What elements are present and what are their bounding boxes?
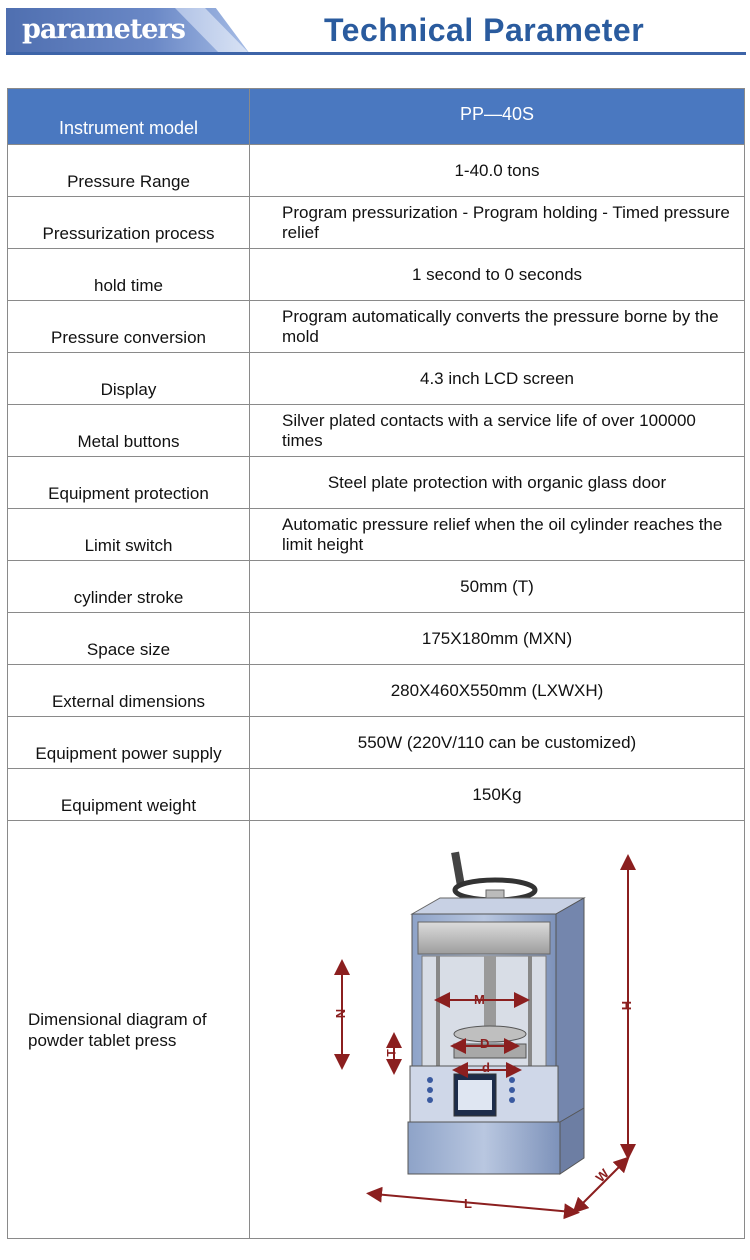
row-label: Metal buttons [8,405,250,457]
table-row [8,561,745,613]
press-illustration [250,822,744,1238]
table-row-diagram [8,821,745,1239]
row-value: Automatic pressure relief when the oil cylinder reaches the limit height [250,509,745,561]
row-label: Equipment protection [8,457,250,509]
diagram-cell [250,821,745,1239]
row-label: cylinder stroke [8,561,250,613]
table-row [8,509,745,561]
spec-table [7,88,745,1239]
row-value: 175X180mm (MXN) [250,613,745,665]
row-label: Limit switch [8,509,250,561]
dim-label-d: d [482,1059,490,1075]
dim-label-N: N [333,1008,349,1018]
row-value: Steel plate protection with organic glass door [250,457,745,509]
row-value: Silver plated contacts with a service life of over 100000 times [250,405,745,457]
row-value: 4.3 inch LCD screen [250,353,745,405]
row-value: 280X460X550mm (LXWXH) [250,665,745,717]
dim-label-H: H [619,1000,635,1010]
row-value: 50mm (T) [250,561,745,613]
row-label: Equipment weight [8,769,250,821]
row-label: Instrument model [8,89,250,145]
row-label: Pressure conversion [8,301,250,353]
table-row [8,353,745,405]
table-row [8,145,745,197]
dim-label-W: W [592,1165,612,1185]
dim-label-D: D [480,1035,490,1051]
header-rule [6,52,746,55]
dim-label-T: T [384,1048,399,1057]
row-label: Display [8,353,250,405]
table-row [8,457,745,509]
dimension-diagram [250,822,744,1238]
row-label: Space size [8,613,250,665]
section-tag-label: parameters [22,14,185,45]
row-value: 150Kg [250,769,745,821]
table-row [8,665,745,717]
row-label: External dimensions [8,665,250,717]
row-value: 550W (220V/110 can be customized) [250,717,745,769]
dim-label-L: L [464,1195,472,1211]
row-value: 1 second to 0 seconds [250,249,745,301]
row-label: hold time [8,249,250,301]
row-value: PP—40S [250,89,745,145]
dim-label-M: M [474,991,485,1007]
table-row [8,197,745,249]
row-label: Pressure Range [8,145,250,197]
table-row [8,769,745,821]
row-label: Equipment power supply [8,717,250,769]
table-row [8,405,745,457]
row-label: Pressurization process [8,197,250,249]
page-title: Technical Parameter [324,12,645,48]
table-row [8,89,745,145]
table-row [8,717,745,769]
row-value: Program pressurization - Program holding - Timed pressure relief [250,197,745,249]
row-value: Program automatically converts the pressure borne by the mold [250,301,745,353]
row-value: 1-40.0 tons [250,145,745,197]
table-row [8,249,745,301]
header [0,0,750,70]
diagram-label: Dimensional diagram of powder tablet press [8,821,250,1239]
table-row [8,613,745,665]
table-row [8,301,745,353]
